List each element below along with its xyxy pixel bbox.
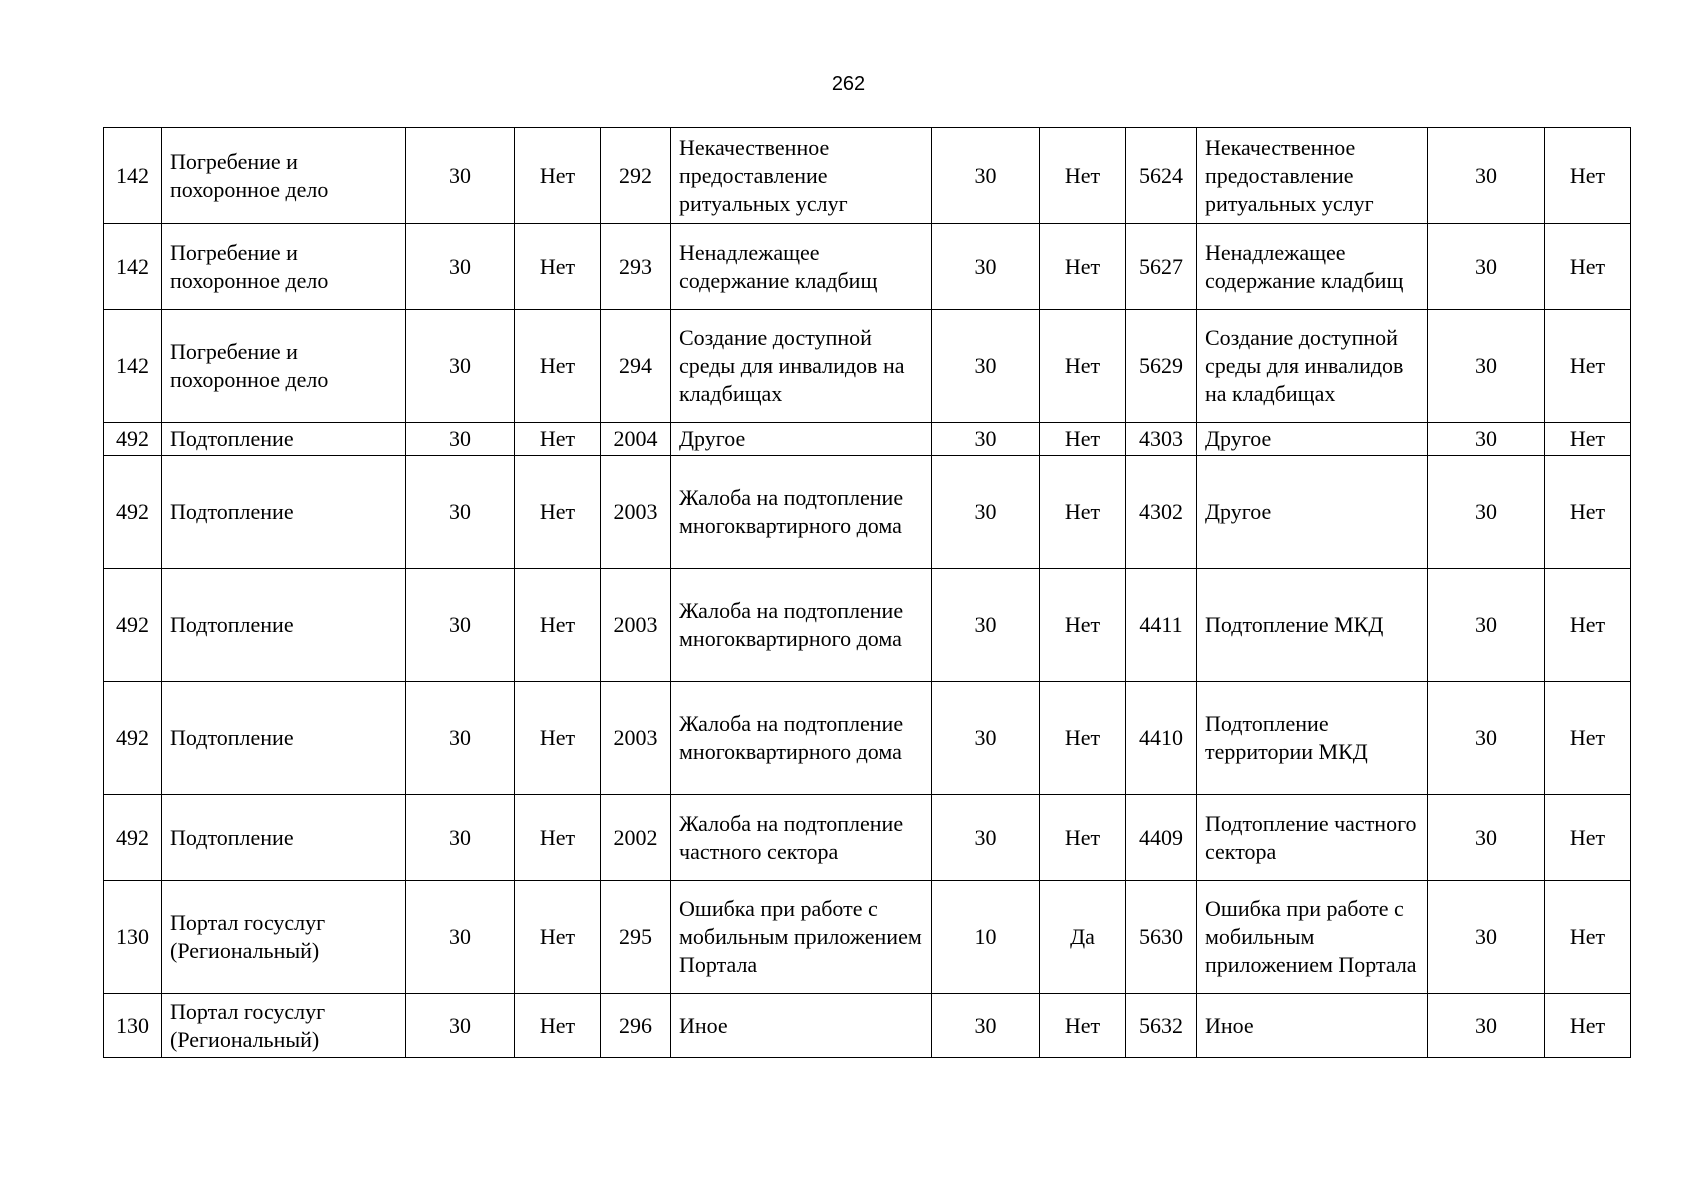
subcategory-flag-cell: Нет bbox=[1040, 569, 1126, 682]
table-row bbox=[104, 456, 1631, 569]
category-flag-cell: Нет bbox=[515, 994, 601, 1058]
category-days-cell: 30 bbox=[406, 423, 515, 456]
fact-code-cell: 5630 bbox=[1126, 881, 1197, 994]
category-code-cell: 492 bbox=[104, 795, 162, 881]
category-code-cell: 142 bbox=[104, 128, 162, 224]
fact-flag-cell: Нет bbox=[1545, 224, 1631, 310]
subcategory-code-cell: 292 bbox=[601, 128, 671, 224]
fact-days-cell: 30 bbox=[1428, 423, 1545, 456]
subcategory-name-cell: Жалоба на подтопление многоквартирного дома bbox=[671, 569, 932, 682]
category-code-cell: 142 bbox=[104, 310, 162, 423]
fact-flag-cell: Нет bbox=[1545, 456, 1631, 569]
fact-days-cell: 30 bbox=[1428, 310, 1545, 423]
category-days-cell: 30 bbox=[406, 224, 515, 310]
category-name-cell: Портал госуслуг (Региональный) bbox=[162, 881, 406, 994]
subcategory-flag-cell: Нет bbox=[1040, 423, 1126, 456]
subcategory-name-cell: Другое bbox=[671, 423, 932, 456]
subcategory-flag-cell: Нет bbox=[1040, 128, 1126, 224]
subcategory-code-cell: 2003 bbox=[601, 456, 671, 569]
fact-name-cell: Ошибка при работе с мобильным приложением Портала bbox=[1197, 881, 1428, 994]
subcategory-name-cell: Жалоба на подтопление многоквартирного дома bbox=[671, 456, 932, 569]
table-row bbox=[104, 128, 1631, 224]
category-days-cell: 30 bbox=[406, 310, 515, 423]
subcategory-code-cell: 2002 bbox=[601, 795, 671, 881]
category-name-cell: Подтопление bbox=[162, 795, 406, 881]
subcategory-name-cell: Создание доступной среды для инвалидов на кладбищах bbox=[671, 310, 932, 423]
subcategory-days-cell: 30 bbox=[932, 128, 1040, 224]
subcategory-code-cell: 2003 bbox=[601, 569, 671, 682]
category-flag-cell: Нет bbox=[515, 456, 601, 569]
category-code-cell: 492 bbox=[104, 456, 162, 569]
subcategory-days-cell: 30 bbox=[932, 569, 1040, 682]
subcategory-code-cell: 296 bbox=[601, 994, 671, 1058]
table-row bbox=[104, 569, 1631, 682]
subcategory-code-cell: 295 bbox=[601, 881, 671, 994]
category-days-cell: 30 bbox=[406, 682, 515, 795]
subcategory-days-cell: 30 bbox=[932, 423, 1040, 456]
fact-days-cell: 30 bbox=[1428, 128, 1545, 224]
fact-name-cell: Подтопление территории МКД bbox=[1197, 682, 1428, 795]
category-name-cell: Подтопление bbox=[162, 682, 406, 795]
subcategory-name-cell: Жалоба на подтопление многоквартирного дома bbox=[671, 682, 932, 795]
category-flag-cell: Нет bbox=[515, 881, 601, 994]
fact-days-cell: 30 bbox=[1428, 224, 1545, 310]
category-name-cell: Подтопление bbox=[162, 456, 406, 569]
category-flag-cell: Нет bbox=[515, 795, 601, 881]
category-flag-cell: Нет bbox=[515, 569, 601, 682]
category-flag-cell: Нет bbox=[515, 128, 601, 224]
subcategory-flag-cell: Нет bbox=[1040, 795, 1126, 881]
subcategory-flag-cell: Нет bbox=[1040, 994, 1126, 1058]
category-name-cell: Погребение и похоронное дело bbox=[162, 310, 406, 423]
subcategory-name-cell: Ненадлежащее содержание кладбищ bbox=[671, 224, 932, 310]
subcategory-code-cell: 2004 bbox=[601, 423, 671, 456]
category-flag-cell: Нет bbox=[515, 224, 601, 310]
category-name-cell: Погребение и похоронное дело bbox=[162, 224, 406, 310]
fact-name-cell: Другое bbox=[1197, 456, 1428, 569]
subcategory-days-cell: 30 bbox=[932, 224, 1040, 310]
table-row bbox=[104, 224, 1631, 310]
fact-code-cell: 5624 bbox=[1126, 128, 1197, 224]
data-table bbox=[103, 127, 1631, 1058]
fact-code-cell: 4411 bbox=[1126, 569, 1197, 682]
fact-code-cell: 4303 bbox=[1126, 423, 1197, 456]
fact-flag-cell: Нет bbox=[1545, 682, 1631, 795]
subcategory-code-cell: 293 bbox=[601, 224, 671, 310]
table-row bbox=[104, 310, 1631, 423]
subcategory-flag-cell: Нет bbox=[1040, 456, 1126, 569]
fact-days-cell: 30 bbox=[1428, 994, 1545, 1058]
fact-days-cell: 30 bbox=[1428, 881, 1545, 994]
subcategory-days-cell: 30 bbox=[932, 994, 1040, 1058]
subcategory-days-cell: 30 bbox=[932, 310, 1040, 423]
fact-flag-cell: Нет bbox=[1545, 795, 1631, 881]
category-code-cell: 492 bbox=[104, 569, 162, 682]
subcategory-name-cell: Жалоба на подтопление частного сектора bbox=[671, 795, 932, 881]
category-days-cell: 30 bbox=[406, 128, 515, 224]
fact-code-cell: 4302 bbox=[1126, 456, 1197, 569]
fact-code-cell: 5632 bbox=[1126, 994, 1197, 1058]
subcategory-code-cell: 294 bbox=[601, 310, 671, 423]
category-days-cell: 30 bbox=[406, 456, 515, 569]
subcategory-name-cell: Некачественное предоставление ритуальных услуг bbox=[671, 128, 932, 224]
subcategory-name-cell: Иное bbox=[671, 994, 932, 1058]
fact-flag-cell: Нет bbox=[1545, 128, 1631, 224]
category-days-cell: 30 bbox=[406, 569, 515, 682]
subcategory-days-cell: 30 bbox=[932, 456, 1040, 569]
fact-name-cell: Подтопление МКД bbox=[1197, 569, 1428, 682]
fact-days-cell: 30 bbox=[1428, 569, 1545, 682]
fact-flag-cell: Нет bbox=[1545, 423, 1631, 456]
category-name-cell: Подтопление bbox=[162, 423, 406, 456]
category-flag-cell: Нет bbox=[515, 310, 601, 423]
category-code-cell: 130 bbox=[104, 994, 162, 1058]
fact-code-cell: 5629 bbox=[1126, 310, 1197, 423]
category-flag-cell: Нет bbox=[515, 423, 601, 456]
category-code-cell: 130 bbox=[104, 881, 162, 994]
subcategory-flag-cell: Нет bbox=[1040, 682, 1126, 795]
fact-code-cell: 5627 bbox=[1126, 224, 1197, 310]
fact-flag-cell: Нет bbox=[1545, 881, 1631, 994]
subcategory-code-cell: 2003 bbox=[601, 682, 671, 795]
table-body bbox=[104, 128, 1631, 1058]
fact-flag-cell: Нет bbox=[1545, 569, 1631, 682]
fact-name-cell: Ненадлежащее содержание кладбищ bbox=[1197, 224, 1428, 310]
subcategory-days-cell: 30 bbox=[932, 682, 1040, 795]
subcategory-days-cell: 10 bbox=[932, 881, 1040, 994]
category-days-cell: 30 bbox=[406, 795, 515, 881]
category-code-cell: 492 bbox=[104, 423, 162, 456]
fact-flag-cell: Нет bbox=[1545, 310, 1631, 423]
table-row bbox=[104, 994, 1631, 1058]
fact-days-cell: 30 bbox=[1428, 456, 1545, 569]
fact-name-cell: Некачественное предоставление ритуальных услуг bbox=[1197, 128, 1428, 224]
subcategory-flag-cell: Нет bbox=[1040, 310, 1126, 423]
category-flag-cell: Нет bbox=[515, 682, 601, 795]
fact-days-cell: 30 bbox=[1428, 682, 1545, 795]
table-row bbox=[104, 682, 1631, 795]
category-name-cell: Подтопление bbox=[162, 569, 406, 682]
table-row bbox=[104, 881, 1631, 994]
category-code-cell: 492 bbox=[104, 682, 162, 795]
fact-name-cell: Создание доступной среды для инвалидов на кладбищах bbox=[1197, 310, 1428, 423]
fact-name-cell: Иное bbox=[1197, 994, 1428, 1058]
subcategory-name-cell: Ошибка при работе с мобильным приложением Портала bbox=[671, 881, 932, 994]
subcategory-days-cell: 30 bbox=[932, 795, 1040, 881]
table-row bbox=[104, 795, 1631, 881]
fact-name-cell: Другое bbox=[1197, 423, 1428, 456]
category-days-cell: 30 bbox=[406, 994, 515, 1058]
table-row bbox=[104, 423, 1631, 456]
fact-code-cell: 4409 bbox=[1126, 795, 1197, 881]
subcategory-flag-cell: Да bbox=[1040, 881, 1126, 994]
subcategory-flag-cell: Нет bbox=[1040, 224, 1126, 310]
fact-name-cell: Подтопление частного сектора bbox=[1197, 795, 1428, 881]
category-days-cell: 30 bbox=[406, 881, 515, 994]
category-name-cell: Погребение и похоронное дело bbox=[162, 128, 406, 224]
fact-flag-cell: Нет bbox=[1545, 994, 1631, 1058]
category-name-cell: Портал госуслуг (Региональный) bbox=[162, 994, 406, 1058]
fact-days-cell: 30 bbox=[1428, 795, 1545, 881]
category-code-cell: 142 bbox=[104, 224, 162, 310]
fact-code-cell: 4410 bbox=[1126, 682, 1197, 795]
page-number: 262 bbox=[831, 73, 866, 95]
